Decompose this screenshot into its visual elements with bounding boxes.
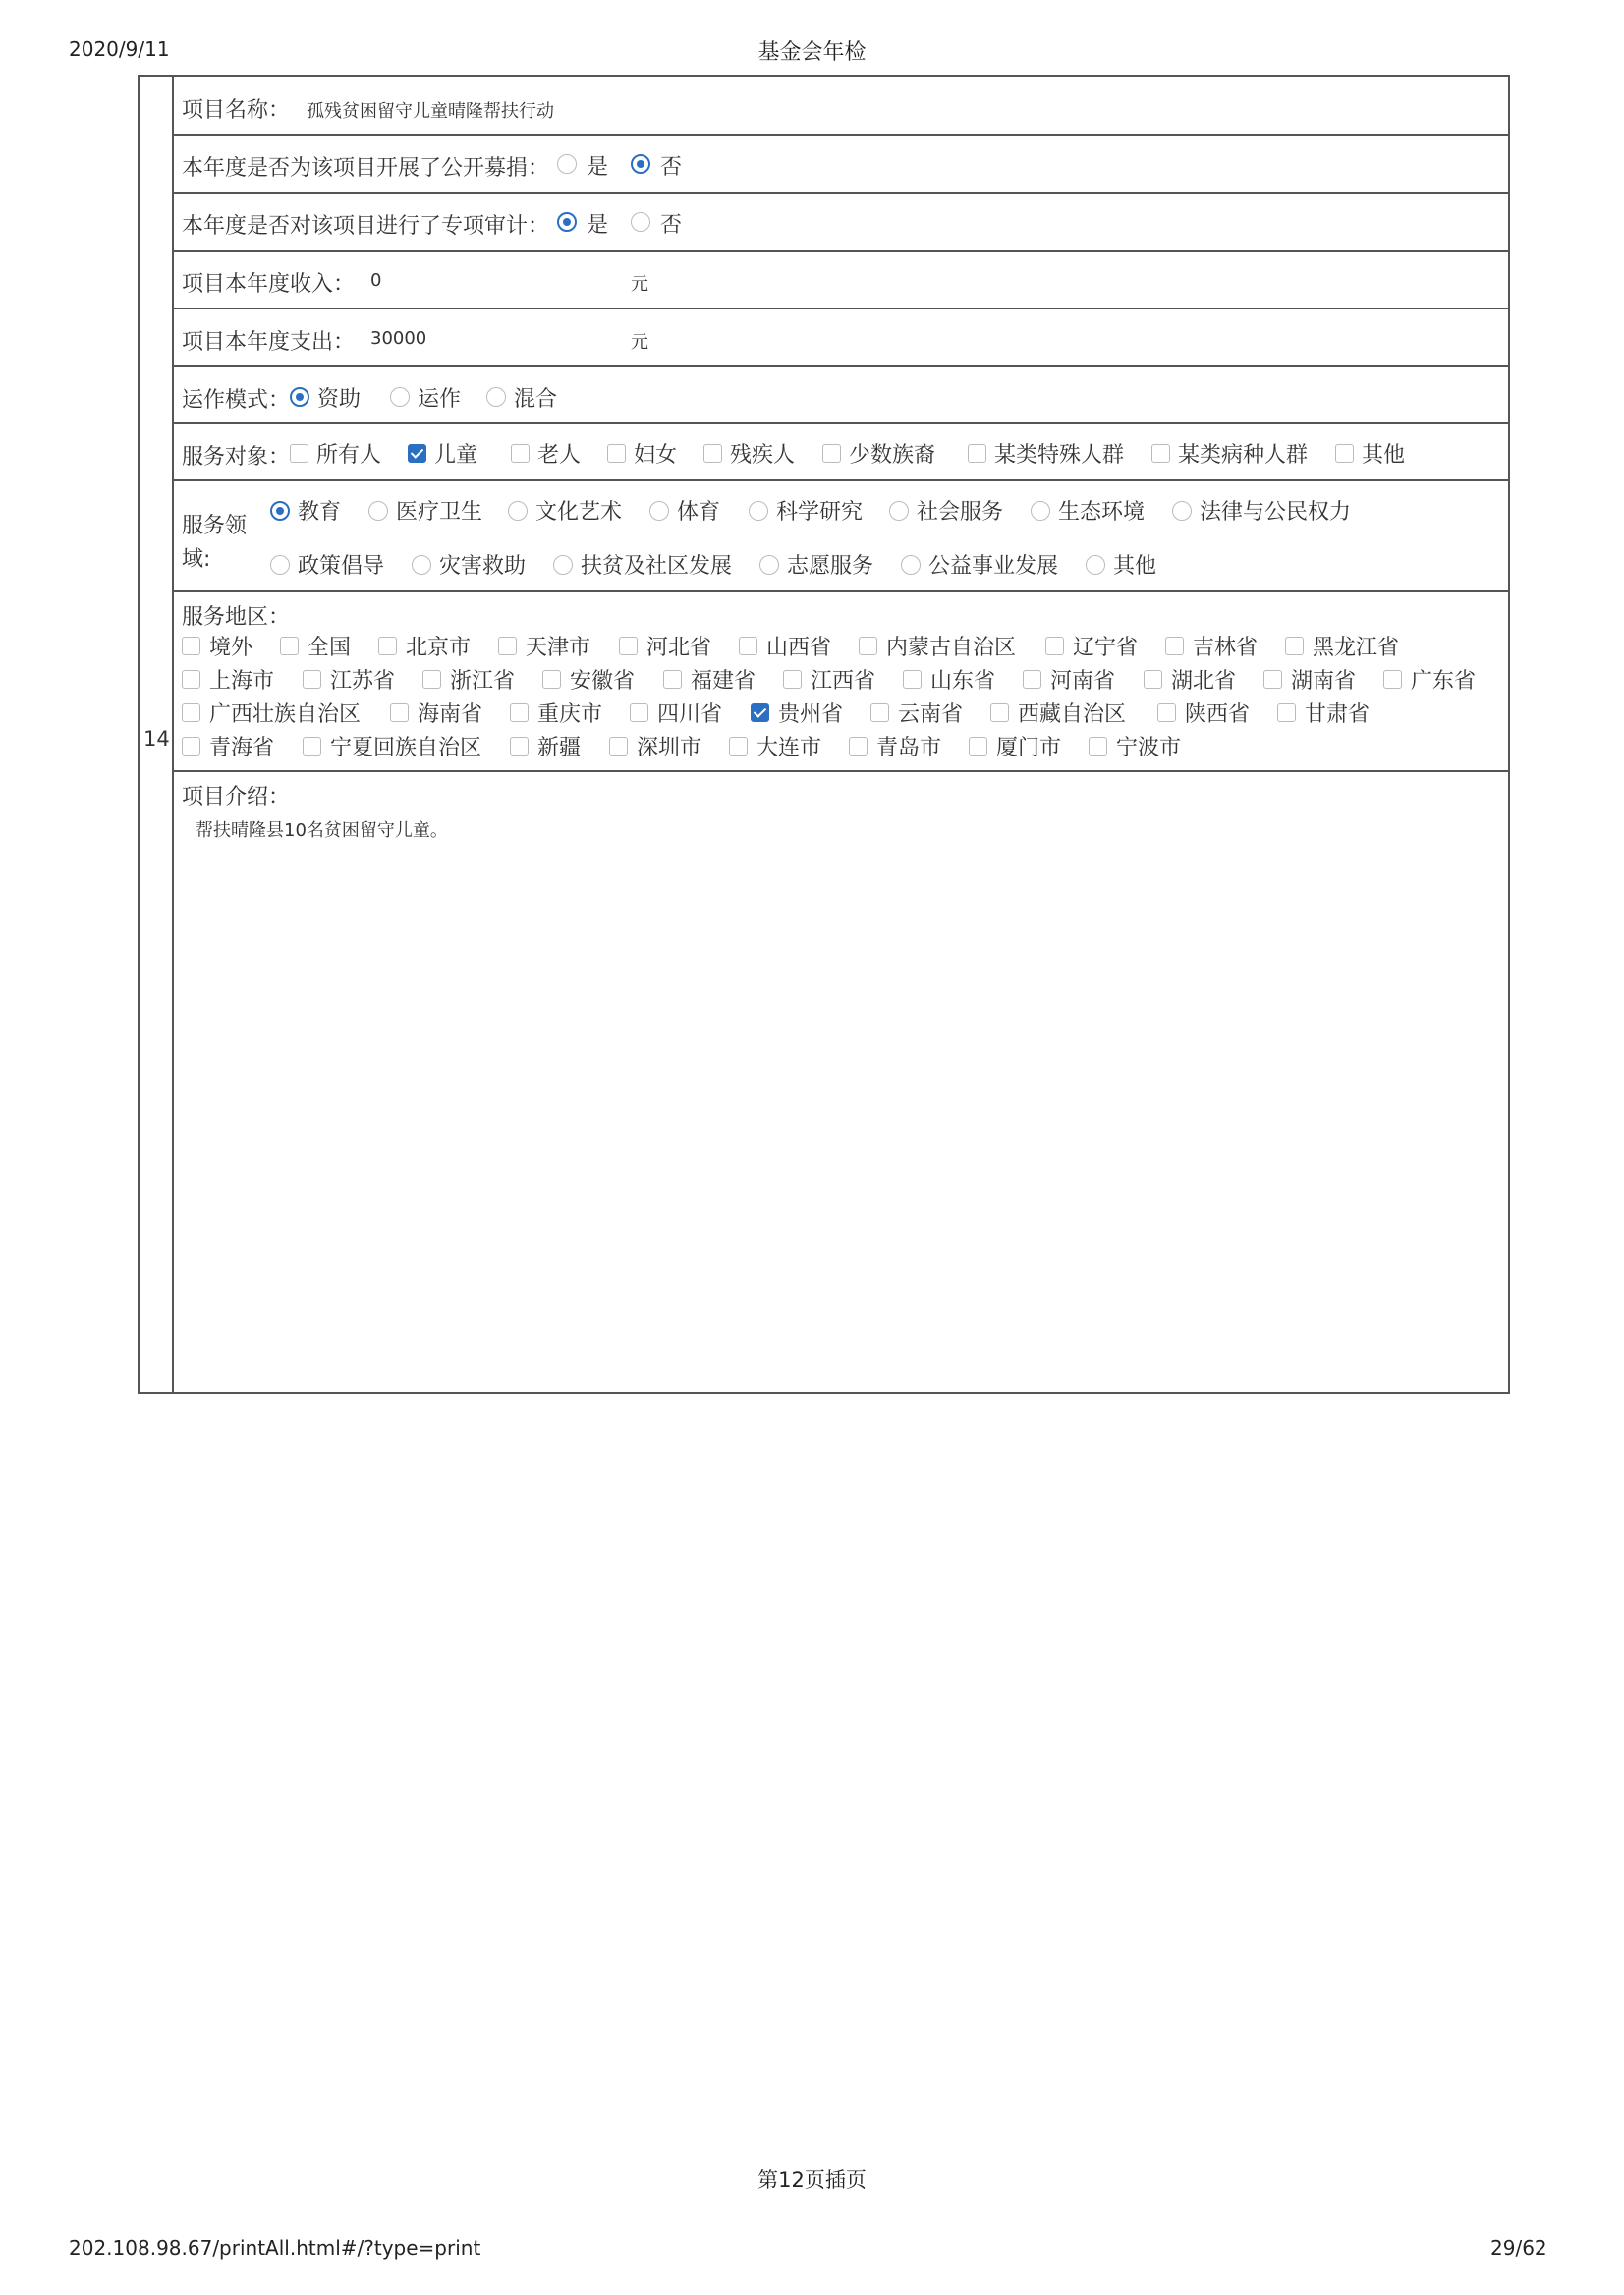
target-elderly-checkbox[interactable]: [511, 444, 530, 463]
region-anhui-checkbox[interactable]: [542, 670, 561, 689]
field-ecology-radio[interactable]: [1031, 501, 1050, 521]
project-table: [138, 75, 1510, 1394]
target-special-group-checkbox[interactable]: [968, 444, 986, 463]
page-title: 基金会年检: [757, 40, 867, 65]
region-tibet-checkbox[interactable]: [990, 703, 1009, 722]
region-qinghai-label: 青海省: [209, 736, 275, 760]
field-policy-radio[interactable]: [270, 555, 290, 575]
region-guangxi-label: 广西壮族自治区: [209, 702, 362, 727]
project-name-value: 孤残贫困留守儿童晴隆帮扶行动: [307, 101, 554, 122]
region-hunan-label: 湖南省: [1291, 669, 1357, 694]
region-liaoning-checkbox[interactable]: [1045, 637, 1064, 655]
field-sports-radio[interactable]: [649, 501, 669, 521]
region-overseas-checkbox[interactable]: [182, 637, 200, 655]
region-jiangxi-label: 江西省: [811, 669, 876, 694]
target-elderly-label: 老人: [537, 443, 582, 468]
public-fundraising-row: [174, 136, 1508, 194]
region-national-label: 全国: [308, 636, 352, 660]
region-fujian-checkbox[interactable]: [663, 670, 682, 689]
region-beijing-label: 北京市: [406, 636, 472, 660]
income-label: 项目本年度收入：: [182, 272, 356, 297]
region-hunan-checkbox[interactable]: [1263, 670, 1282, 689]
special-audit-no-radio[interactable]: [631, 212, 650, 232]
region-liaoning-label: 辽宁省: [1073, 636, 1139, 660]
field-social-service-label: 社会服务: [917, 500, 1004, 525]
region-shenzhen-label: 深圳市: [637, 736, 702, 760]
public-fundraising-yes-label: 是: [587, 155, 609, 180]
field-culture-label: 文化艺术: [535, 500, 623, 525]
service-field-label-line2: 域:: [182, 547, 211, 572]
region-jiangsu-checkbox[interactable]: [303, 670, 321, 689]
income-row: [174, 252, 1508, 309]
field-poverty-radio[interactable]: [553, 555, 573, 575]
project-intro-label: 项目介绍：: [182, 785, 291, 810]
field-other-radio[interactable]: [1086, 555, 1105, 575]
field-education-label: 教育: [298, 500, 342, 525]
operation-mode-operate-label: 运作: [418, 387, 462, 412]
region-hainan-checkbox[interactable]: [390, 703, 409, 722]
region-gansu-checkbox[interactable]: [1277, 703, 1296, 722]
income-unit: 元: [631, 274, 648, 295]
row-index-column: [140, 77, 174, 1392]
region-guizhou-label: 贵州省: [778, 702, 844, 727]
region-henan-checkbox[interactable]: [1023, 670, 1041, 689]
field-culture-radio[interactable]: [508, 501, 528, 521]
region-dalian-checkbox[interactable]: [729, 737, 748, 756]
expense-row: [174, 309, 1508, 367]
operation-mode-label: 运作模式：: [182, 388, 291, 413]
region-national-checkbox[interactable]: [280, 637, 299, 655]
region-guizhou-checkbox[interactable]: [751, 703, 769, 722]
region-fujian-label: 福建省: [691, 669, 756, 694]
target-disease-group-label: 某类病种人群: [1178, 443, 1309, 468]
region-inner-mongolia-label: 内蒙古自治区: [886, 636, 1017, 660]
region-dalian-label: 大连市: [756, 736, 822, 760]
region-xinjiang-label: 新疆: [537, 736, 582, 760]
target-disease-group-checkbox[interactable]: [1151, 444, 1170, 463]
public-fundraising-label: 本年度是否为该项目开展了公开募捐：: [182, 156, 550, 181]
region-chongqing-label: 重庆市: [537, 702, 603, 727]
region-inner-mongolia-checkbox[interactable]: [859, 637, 877, 655]
region-heilongjiang-checkbox[interactable]: [1285, 637, 1304, 655]
field-disaster-label: 灾害救助: [439, 554, 527, 579]
region-guangxi-checkbox[interactable]: [182, 703, 200, 722]
service-target-row: [174, 424, 1508, 481]
region-zhejiang-checkbox[interactable]: [422, 670, 441, 689]
region-xinjiang-checkbox[interactable]: [510, 737, 529, 756]
region-zhejiang-label: 浙江省: [450, 669, 516, 694]
target-children-label: 儿童: [434, 443, 478, 468]
service-field-row: [174, 481, 1508, 592]
public-fundraising-yes-radio[interactable]: [557, 154, 577, 174]
print-date: 2020/9/11: [69, 37, 170, 61]
region-shaanxi-label: 陕西省: [1185, 702, 1251, 727]
special-audit-row: [174, 194, 1508, 252]
field-science-label: 科学研究: [776, 500, 864, 525]
region-hubei-label: 湖北省: [1171, 669, 1237, 694]
field-public-welfare-label: 公益事业发展: [928, 554, 1059, 579]
operation-mode-mixed-radio[interactable]: [486, 387, 506, 407]
special-audit-yes-label: 是: [587, 213, 609, 238]
service-target-label: 服务对象：: [182, 445, 291, 470]
region-xiamen-label: 厦门市: [996, 736, 1062, 760]
region-ningbo-label: 宁波市: [1116, 736, 1182, 760]
target-women-label: 妇女: [634, 443, 678, 468]
region-hainan-label: 海南省: [418, 702, 483, 727]
field-disaster-radio[interactable]: [412, 555, 431, 575]
region-ningbo-checkbox[interactable]: [1089, 737, 1107, 756]
row-index: 14: [143, 727, 170, 751]
field-medical-label: 医疗卫生: [396, 500, 483, 525]
expense-value: 30000: [370, 328, 427, 349]
special-audit-no-label: 否: [660, 213, 683, 238]
region-shanghai-checkbox[interactable]: [182, 670, 200, 689]
region-hebei-label: 河北省: [646, 636, 712, 660]
service-region-row: [174, 592, 1508, 772]
expense-label: 项目本年度支出：: [182, 330, 356, 355]
operation-mode-operate-radio[interactable]: [390, 387, 410, 407]
target-disabled-checkbox[interactable]: [703, 444, 722, 463]
region-ningxia-checkbox[interactable]: [303, 737, 321, 756]
public-fundraising-no-label: 否: [660, 155, 683, 180]
operation-mode-row: [174, 367, 1508, 424]
region-jilin-label: 吉林省: [1193, 636, 1259, 660]
region-ningxia-label: 宁夏回族自治区: [330, 736, 482, 760]
region-overseas-label: 境外: [209, 636, 253, 660]
region-hebei-checkbox[interactable]: [619, 637, 638, 655]
region-sichuan-label: 四川省: [657, 702, 723, 727]
field-other-label: 其他: [1113, 554, 1157, 579]
region-shaanxi-checkbox[interactable]: [1157, 703, 1176, 722]
region-guangdong-label: 广东省: [1411, 669, 1477, 694]
region-shanxi-label: 山西省: [766, 636, 832, 660]
region-heilongjiang-label: 黑龙江省: [1313, 636, 1400, 660]
region-tibet-label: 西藏自治区: [1018, 702, 1127, 727]
field-volunteer-radio[interactable]: [759, 555, 779, 575]
field-law-radio[interactable]: [1172, 501, 1192, 521]
target-women-checkbox[interactable]: [607, 444, 626, 463]
region-shandong-label: 山东省: [930, 669, 996, 694]
region-tianjin-label: 天津市: [526, 636, 591, 660]
region-sichuan-checkbox[interactable]: [630, 703, 648, 722]
region-tianjin-checkbox[interactable]: [498, 637, 517, 655]
region-yunnan-checkbox[interactable]: [870, 703, 889, 722]
region-shenzhen-checkbox[interactable]: [609, 737, 628, 756]
field-social-service-radio[interactable]: [889, 501, 909, 521]
region-shanxi-checkbox[interactable]: [739, 637, 757, 655]
project-intro-row: [174, 772, 1508, 1392]
field-law-label: 法律与公民权力: [1200, 500, 1352, 525]
target-other-checkbox[interactable]: [1335, 444, 1354, 463]
region-shandong-checkbox[interactable]: [903, 670, 922, 689]
target-minority-checkbox[interactable]: [822, 444, 841, 463]
target-disabled-label: 残疾人: [730, 443, 796, 468]
target-children-checkbox[interactable]: [408, 444, 426, 463]
page-number: 29/62: [1490, 2236, 1547, 2260]
region-jiangxi-checkbox[interactable]: [783, 670, 802, 689]
project-name-label: 项目名称：: [182, 98, 291, 123]
region-chongqing-checkbox[interactable]: [510, 703, 529, 722]
field-policy-label: 政策倡导: [298, 554, 385, 579]
target-all-checkbox[interactable]: [290, 444, 308, 463]
region-jilin-checkbox[interactable]: [1165, 637, 1184, 655]
income-value: 0: [370, 270, 382, 291]
expense-unit: 元: [631, 332, 648, 353]
print-url: 202.108.98.67/printAll.html#/?type=print: [69, 2236, 481, 2260]
region-yunnan-label: 云南省: [898, 702, 964, 727]
field-ecology-label: 生态环境: [1058, 500, 1146, 525]
target-special-group-label: 某类特殊人群: [994, 443, 1125, 468]
target-minority-label: 少数族裔: [849, 443, 936, 468]
project-name-row: [174, 77, 1508, 136]
operation-mode-grant-radio[interactable]: [290, 387, 309, 407]
field-volunteer-label: 志愿服务: [787, 554, 874, 579]
field-poverty-label: 扶贫及社区发展: [581, 554, 733, 579]
region-shanghai-label: 上海市: [209, 669, 275, 694]
special-audit-yes-radio[interactable]: [557, 212, 577, 232]
region-guangdong-checkbox[interactable]: [1383, 670, 1402, 689]
target-other-label: 其他: [1362, 443, 1406, 468]
field-education-radio[interactable]: [270, 501, 290, 521]
operation-mode-mixed-label: 混合: [514, 387, 558, 412]
project-intro-text: 帮扶晴隆县10名贫困留守儿童。: [196, 820, 448, 841]
region-gansu-label: 甘肃省: [1305, 702, 1371, 727]
operation-mode-grant-label: 资助: [317, 387, 362, 412]
page-note: 第12页插页: [757, 2168, 867, 2192]
region-beijing-checkbox[interactable]: [378, 637, 397, 655]
region-jiangsu-label: 江苏省: [330, 669, 396, 694]
region-xiamen-checkbox[interactable]: [969, 737, 987, 756]
field-sports-label: 体育: [677, 500, 721, 525]
region-hubei-checkbox[interactable]: [1144, 670, 1162, 689]
region-anhui-label: 安徽省: [570, 669, 636, 694]
region-qinghai-checkbox[interactable]: [182, 737, 200, 756]
service-field-label-line1: 服务领: [182, 514, 248, 538]
field-medical-radio[interactable]: [368, 501, 388, 521]
region-qingdao-label: 青岛市: [876, 736, 942, 760]
field-science-radio[interactable]: [749, 501, 768, 521]
region-henan-label: 河南省: [1050, 669, 1116, 694]
service-region-label: 服务地区：: [182, 605, 291, 630]
special-audit-label: 本年度是否对该项目进行了专项审计：: [182, 214, 550, 239]
target-all-label: 所有人: [316, 443, 382, 468]
field-public-welfare-radio[interactable]: [901, 555, 921, 575]
region-qingdao-checkbox[interactable]: [849, 737, 868, 756]
public-fundraising-no-radio[interactable]: [631, 154, 650, 174]
